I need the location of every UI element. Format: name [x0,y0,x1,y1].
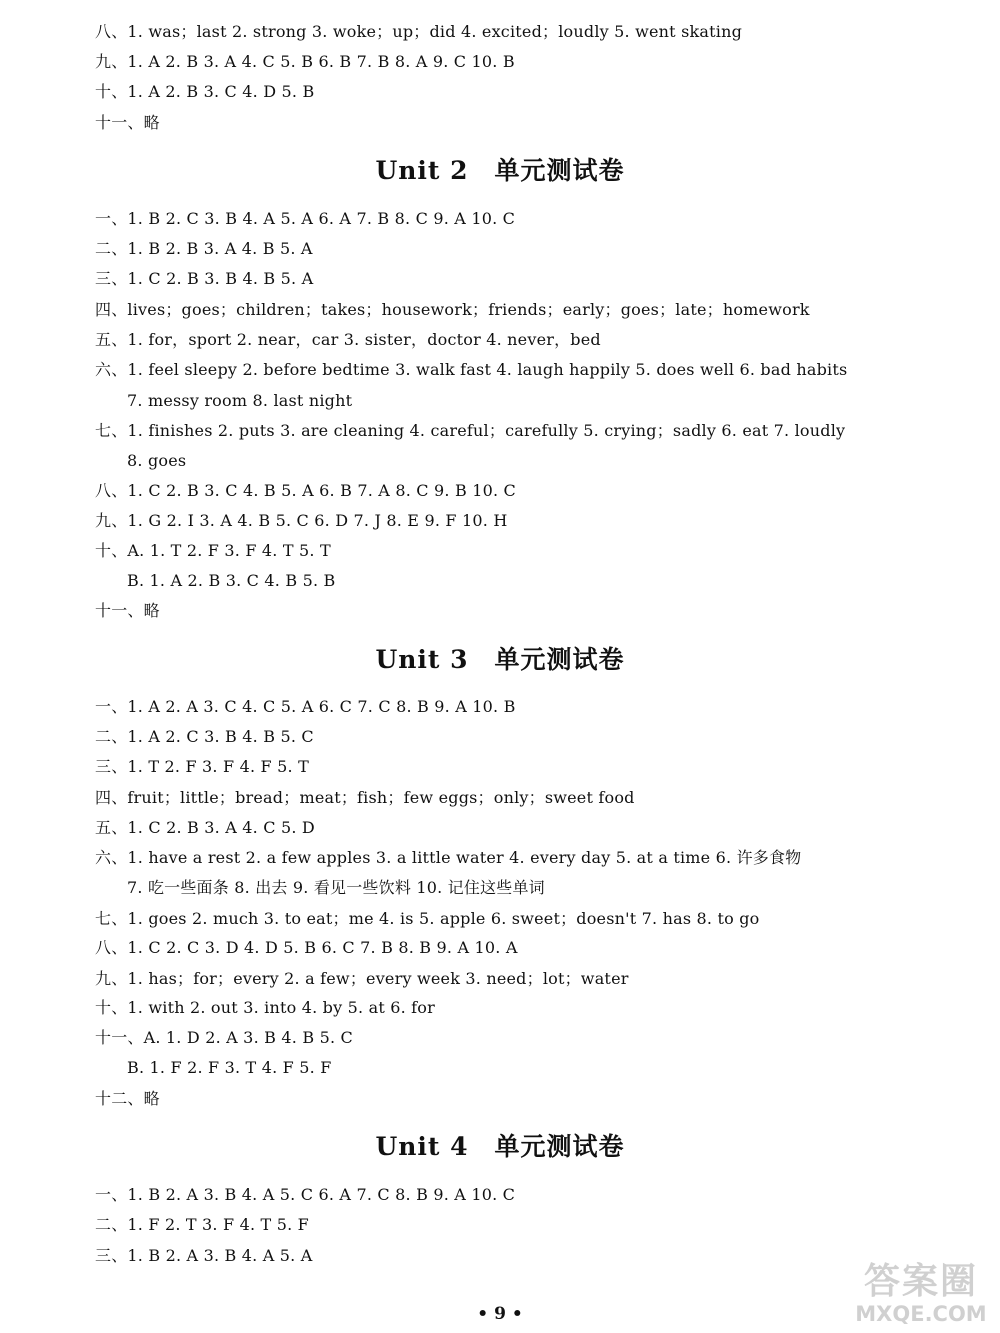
answer-line: B. 1. A 2. B 3. C 4. B 5. B [127,571,336,590]
answer-line: 六、1. have a rest 2. a few apples 3. a little water 4. every day 5. at a time 6. 许多食物 [95,848,802,867]
answer-line: 二、1. F 2. T 3. F 4. T 5. F [95,1215,309,1234]
answer-line: 十、1. with 2. out 3. into 4. by 5. at 6. for [95,998,435,1017]
watermark-text-top: 答案圈 [863,1261,978,1302]
answer-line: 十一、略 [95,113,160,132]
answer-line: 九、1. A 2. B 3. A 4. C 5. B 6. B 7. B 8. A 9. C 10. B [95,52,515,71]
answer-line: 二、1. B 2. B 3. A 4. B 5. A [95,239,313,258]
answer-line: 十一、A. 1. D 2. A 3. B 4. B 5. C [95,1028,353,1047]
answer-line: 九、1. has；for；every 2. a few；every week 3. need；lot；water [95,969,629,988]
unit-2-heading: Unit 2 单元测试卷 [375,156,625,185]
answer-line: B. 1. F 2. F 3. T 4. F 5. F [127,1058,332,1077]
answer-line: 十、A. 1. T 2. F 3. F 4. T 5. T [95,541,331,560]
answer-line: 四、lives；goes；children；takes；housework；friends；early；goes；late；homework [95,300,810,319]
answer-line: 八、1. C 2. C 3. D 4. D 5. B 6. C 7. B 8. B 9. A 10. A [95,938,518,957]
answer-line: 八、1. was；last 2. strong 3. woke；up；did 4. excited；loudly 5. went skating [95,22,743,41]
answer-line: 三、1. C 2. B 3. B 4. B 5. A [95,269,314,288]
answer-line: 九、1. G 2. I 3. A 4. B 5. C 6. D 7. J 8. E 9. F 10. H [95,511,508,530]
answer-line: 一、1. B 2. C 3. B 4. A 5. A 6. A 7. B 8. C 9. A 10. C [95,209,516,228]
unit-3-heading: Unit 3 单元测试卷 [375,645,625,674]
answer-line: 七、1. goes 2. much 3. to eat；me 4. is 5. apple 6. sweet；doesn't 7. has 8. to go [95,909,760,928]
answer-line: 三、1. T 2. F 3. F 4. F 5. T [95,757,309,776]
answer-line: 7. 吃一些面条 8. 出去 9. 看见一些饮料 10. 记住这些单词 [127,878,545,897]
answer-line: 七、1. finishes 2. puts 3. are cleaning 4. careful；carefully 5. crying；sadly 6. eat 7. loudly [95,421,846,440]
answer-line: 一、1. A 2. A 3. C 4. C 5. A 6. C 7. C 8. B 9. A 10. B [95,697,516,716]
unit-4-heading: Unit 4 单元测试卷 [375,1132,625,1161]
answer-line: 四、fruit；little；bread；meat；fish；few eggs；only；sweet food [95,788,635,807]
answer-line: 8. goes [127,451,187,470]
answer-line: 十二、略 [95,1089,160,1108]
answer-line: 7. messy room 8. last night [127,391,353,410]
page-number: • 9 • [477,1304,523,1324]
answer-line: 八、1. C 2. B 3. C 4. B 5. A 6. B 7. A 8. C 9. B 10. C [95,481,516,500]
answer-line: 十、1. A 2. B 3. C 4. D 5. B [95,82,315,101]
answer-line: 五、1. for，sport 2. near，car 3. sister，doctor 4. never，bed [95,330,601,349]
answer-line: 五、1. C 2. B 3. A 4. C 5. D [95,818,315,837]
answer-line: 六、1. feel sleepy 2. before bedtime 3. walk fast 4. laugh happily 5. does well 6. bad habits [95,360,848,379]
answer-line: 一、1. B 2. A 3. B 4. A 5. C 6. A 7. C 8. B 9. A 10. C [95,1185,516,1204]
watermark-text-bottom: MXQE.COM [855,1302,987,1326]
answer-line: 二、1. A 2. C 3. B 4. B 5. C [95,727,314,746]
answer-line: 十一、略 [95,601,160,620]
answer-line: 三、1. B 2. A 3. B 4. A 5. A [95,1246,313,1265]
